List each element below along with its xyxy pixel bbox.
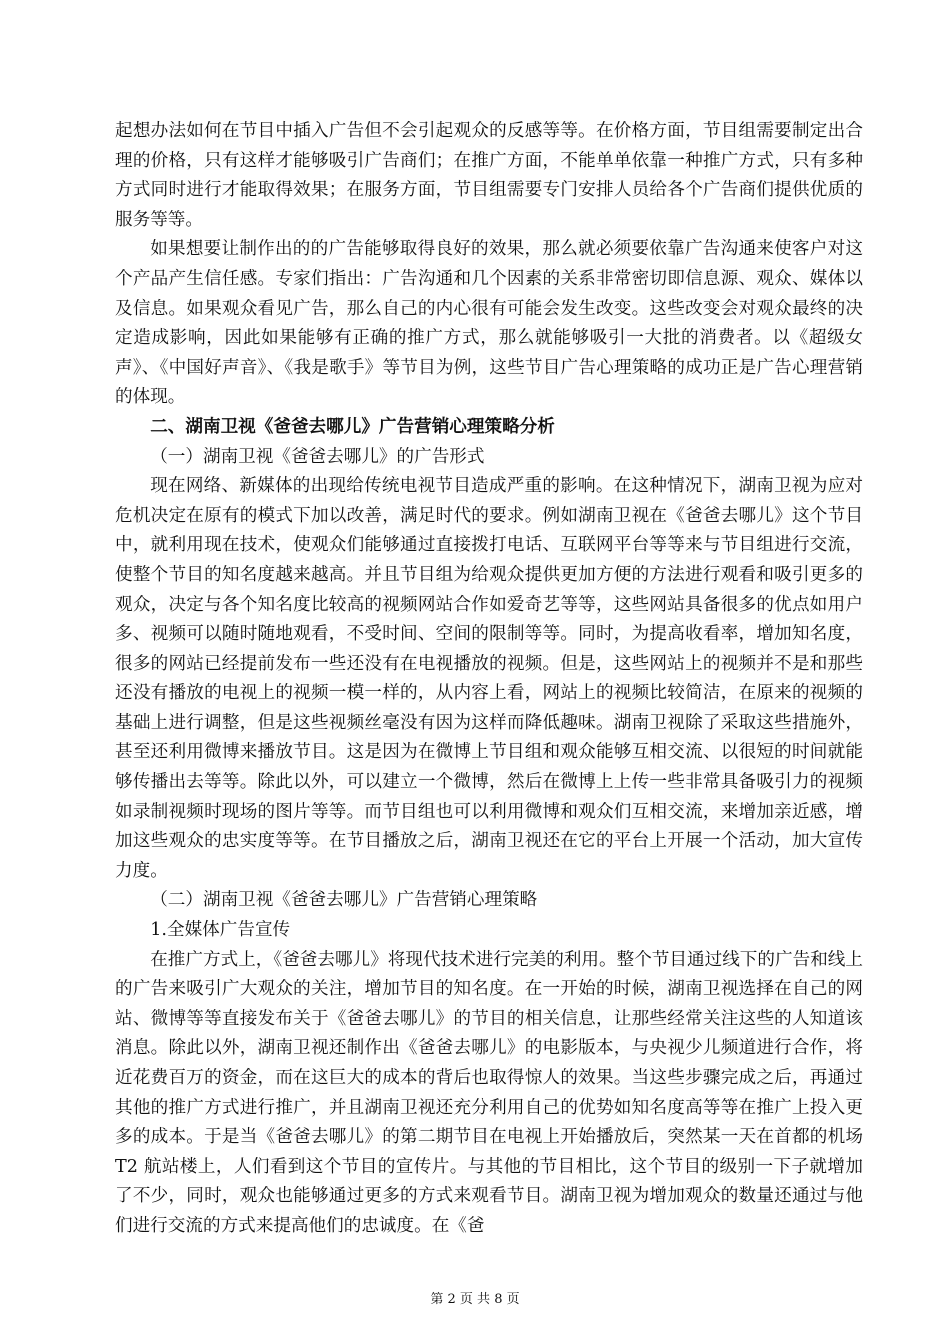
document-body (115, 117, 863, 1242)
paragraph-ad-forms: 现在网络、新媒体的出现给传统电视节目造成严重的影响。在这种情况下，湖南卫视为应对危机决定在原有的模式下加以改善，满足时代的要求。例如湖南卫视在《爸爸去哪儿》这个节目中，就利用现在技术，使观众们能够通过直接拨打电话、互联网平台等等来与节目组进行交流，使整个节目的知名度越来越高。并且节目组为给观众提供更加方便的方法进行观看和吸引更多的观众，决定与各个知名度比较高的视频网站合作如爱奇艺等等，这些网站具备很多的优点如用户多、视频可以随时随地观看，不受时间、空间的限制等等。同时，为提高收看率，增加知名度，很多的网站已经提前发布一些还没有在电视播放的视频。但是，这些网站上的视频并不是和那些还没有播放的电视上的视频一模一样的，从内容上看，网站上的视频比较简洁，在原来的视频的基础上进行调整，但是这些视频丝毫没有因为这样而降低趣味。湖南卫视除了采取这些措施外，甚至还利用微博来播放节目。这是因为在微博上节目组和观众能够互相交流、以很短的时间就能够传播出去等等。除此以外，可以建立一个微博，然后在微博上上传一些非常具备吸引力的视频如录制视频时现场的图片等等。而节目组也可以利用微博和观众们互相交流，来增加亲近感，增加这些观众的忠实度等等。在节目播放之后，湖南卫视还在它的平台上开展一个活动，加大宣传力度。 (115, 476, 863, 881)
paragraph-continuation: 起想办法如何在节目中插入广告但不会引起观众的反感等等。在价格方面，节目组需要制定出合理的价格，只有这样才能够吸引广告商们；在推广方面，不能单单依靠一种推广方式，只有多种方式同时进行才能取得效果；在服务方面，节目组需要专门安排人员给各个广告商们提供优质的服务等等。 (115, 121, 863, 230)
page-footer: 第 2 页 共 8 页 (430, 1292, 520, 1307)
paragraph-promotion: 在推广方式上，《爸爸去哪儿》将现代技术进行完美的利用。整个节目通过线下的广告和线上的广告来吸引广大观众的关注，增加节目的知名度。在一开始的时候，湖南卫视选择在自己的网站、微博等等直接发布关于《爸爸去哪儿》的节目的相关信息，让那些经常关注这些的人知道该消息。除此以外，湖南卫视还制作出《爸爸去哪儿》的电影版本，与央视少儿频道进行合作，将近花费百万的资金，而在这巨大的成本的背后也取得惊人的效果。当这些步骤完成之后，再通过其他的推广方式进行推广，并且湖南卫视还充分利用自己的优势如知名度高等等在推广上投入更多的成本。于是当《爸爸去哪儿》的第二期节目在电视上开始播放后，突然某一天在首都的机场 T2 航站楼上，人们看到这个节目的宣传片。与其他的节目相比，这个节目的级别一下子就增加了不少，同时，观众也能够通过更多的方式来观看节目。湖南卫视为增加观众的数量还通过与他们进行交流的方式来提高他们的忠诚度。在《爸 (115, 949, 863, 1236)
list-heading-all-media: 1.全媒体广告宣传 (150, 920, 291, 941)
section-heading: 二、湖南卫视《爸爸去哪儿》广告营销心理策略分析 (150, 416, 555, 437)
paragraph-ad-communication: 如果想要让制作出的的广告能够取得良好的效果，那么就必须要依靠广告沟通来使客户对这个产品产生信任感。专家们指出：广告沟通和几个因素的关系非常密切即信息源、观众、媒体以及信息。如果观众看见广告，那么自己的内心很有可能会发生改变。这些改变会对观众最终的决定造成影响，因此如果能够有正确的推广方式，那么就能够吸引一大批的消费者。以《超级女声》、《中国好声音》、《我是歌手》等节目为例，这些节目广告心理策略的成功正是广告心理营销的体现。 (115, 239, 863, 408)
subsection-heading-1: （一）湖南卫视《爸爸去哪儿》的广告形式 (150, 446, 485, 467)
subsection-heading-2: （二）湖南卫视《爸爸去哪儿》广告营销心理策略 (150, 890, 538, 911)
